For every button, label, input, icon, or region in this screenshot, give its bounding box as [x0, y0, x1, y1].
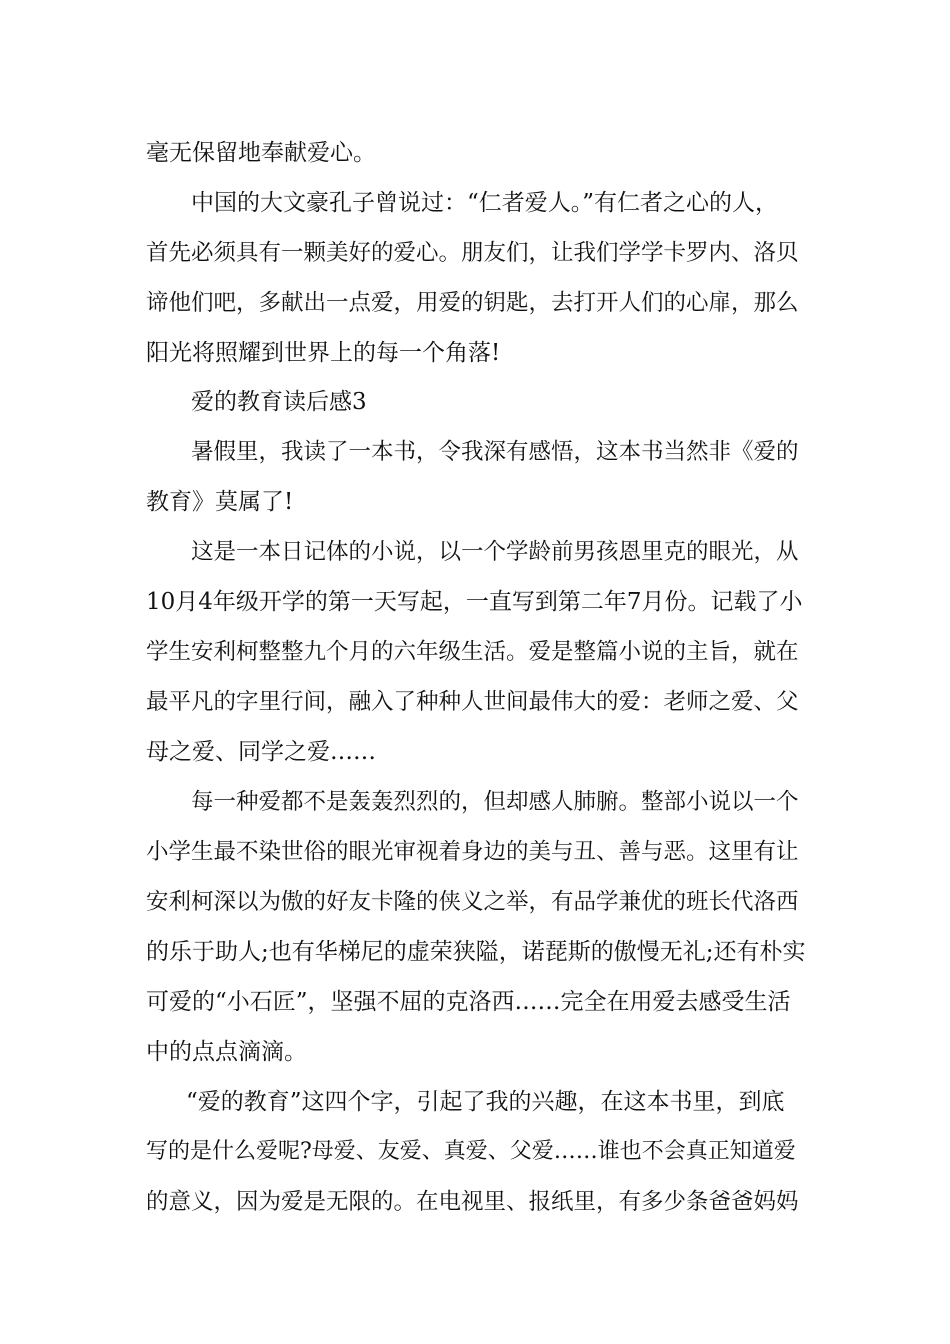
text-line: 学生安利柯整整九个月的六年级生活。爱是整篇小说的主旨，就在 — [146, 639, 799, 665]
text-line: 首先必须具有一颗美好的爱心。朋友们，让我们学学卡罗内、洛贝 — [146, 240, 799, 266]
text-line: 中的点点滴滴。 — [146, 1039, 307, 1065]
text-line: 的乐于助人;也有华梯尼的虚荣狭隘，诺琵斯的傲慢无礼;还有朴实 — [146, 939, 806, 965]
text-line: 可爱的“小石匠”，坚强不屈的克洛西……完全在用爱去感受生活 — [146, 989, 791, 1015]
text-line: 10月4年级开学的第一天写起，一直写到第二年7月份。记载了小 — [146, 589, 803, 615]
text-line: 小学生最不染世俗的眼光审视着身边的美与丑、善与恶。这里有让 — [146, 839, 799, 865]
text-line: 每一种爱都不是轰轰烈烈的，但却感人肺腑。整部小说以一个 — [191, 789, 799, 815]
text-line: 暑假里，我读了一本书，令我深有感悟，这本书当然非《爱的 — [191, 439, 799, 465]
text-line: 最平凡的字里行间，融入了种种人世间最伟大的爱：老师之爱、父 — [146, 689, 799, 715]
text-line: 安利柯深以为傲的好友卡隆的侠义之举，有品学兼优的班长代洛西 — [146, 889, 799, 915]
text-line: 的意义，因为爱是无限的。在电视里、报纸里，有多少条爸爸妈妈 — [146, 1189, 799, 1215]
text-line: 这是一本日记体的小说，以一个学龄前男孩恩里克的眼光，从 — [191, 539, 799, 565]
text-line: 母之爱、同学之爱…… — [146, 739, 376, 765]
section-heading: 爱的教育读后感3 — [191, 389, 367, 415]
text-line: 教育》莫属了! — [146, 489, 294, 515]
text-line: 中国的大文豪孔子曾说过：“仁者爱人。”有仁者之心的人， — [191, 190, 779, 216]
text-line: 阳光将照耀到世界上的每一个角落! — [146, 340, 501, 366]
text-line: “爱的教育”这四个字，引起了我的兴趣，在这本书里，到底 — [186, 1089, 785, 1115]
text-line: 写的是什么爱呢?母爱、友爱、真爱、父爱……谁也不会真正知道爱 — [146, 1139, 796, 1164]
text-line: 谛他们吧，多献出一点爱，用爱的钥匙，去打开人们的心扉，那么 — [146, 290, 799, 316]
text-line: 毫无保留地奉献爱心。 — [146, 140, 376, 166]
